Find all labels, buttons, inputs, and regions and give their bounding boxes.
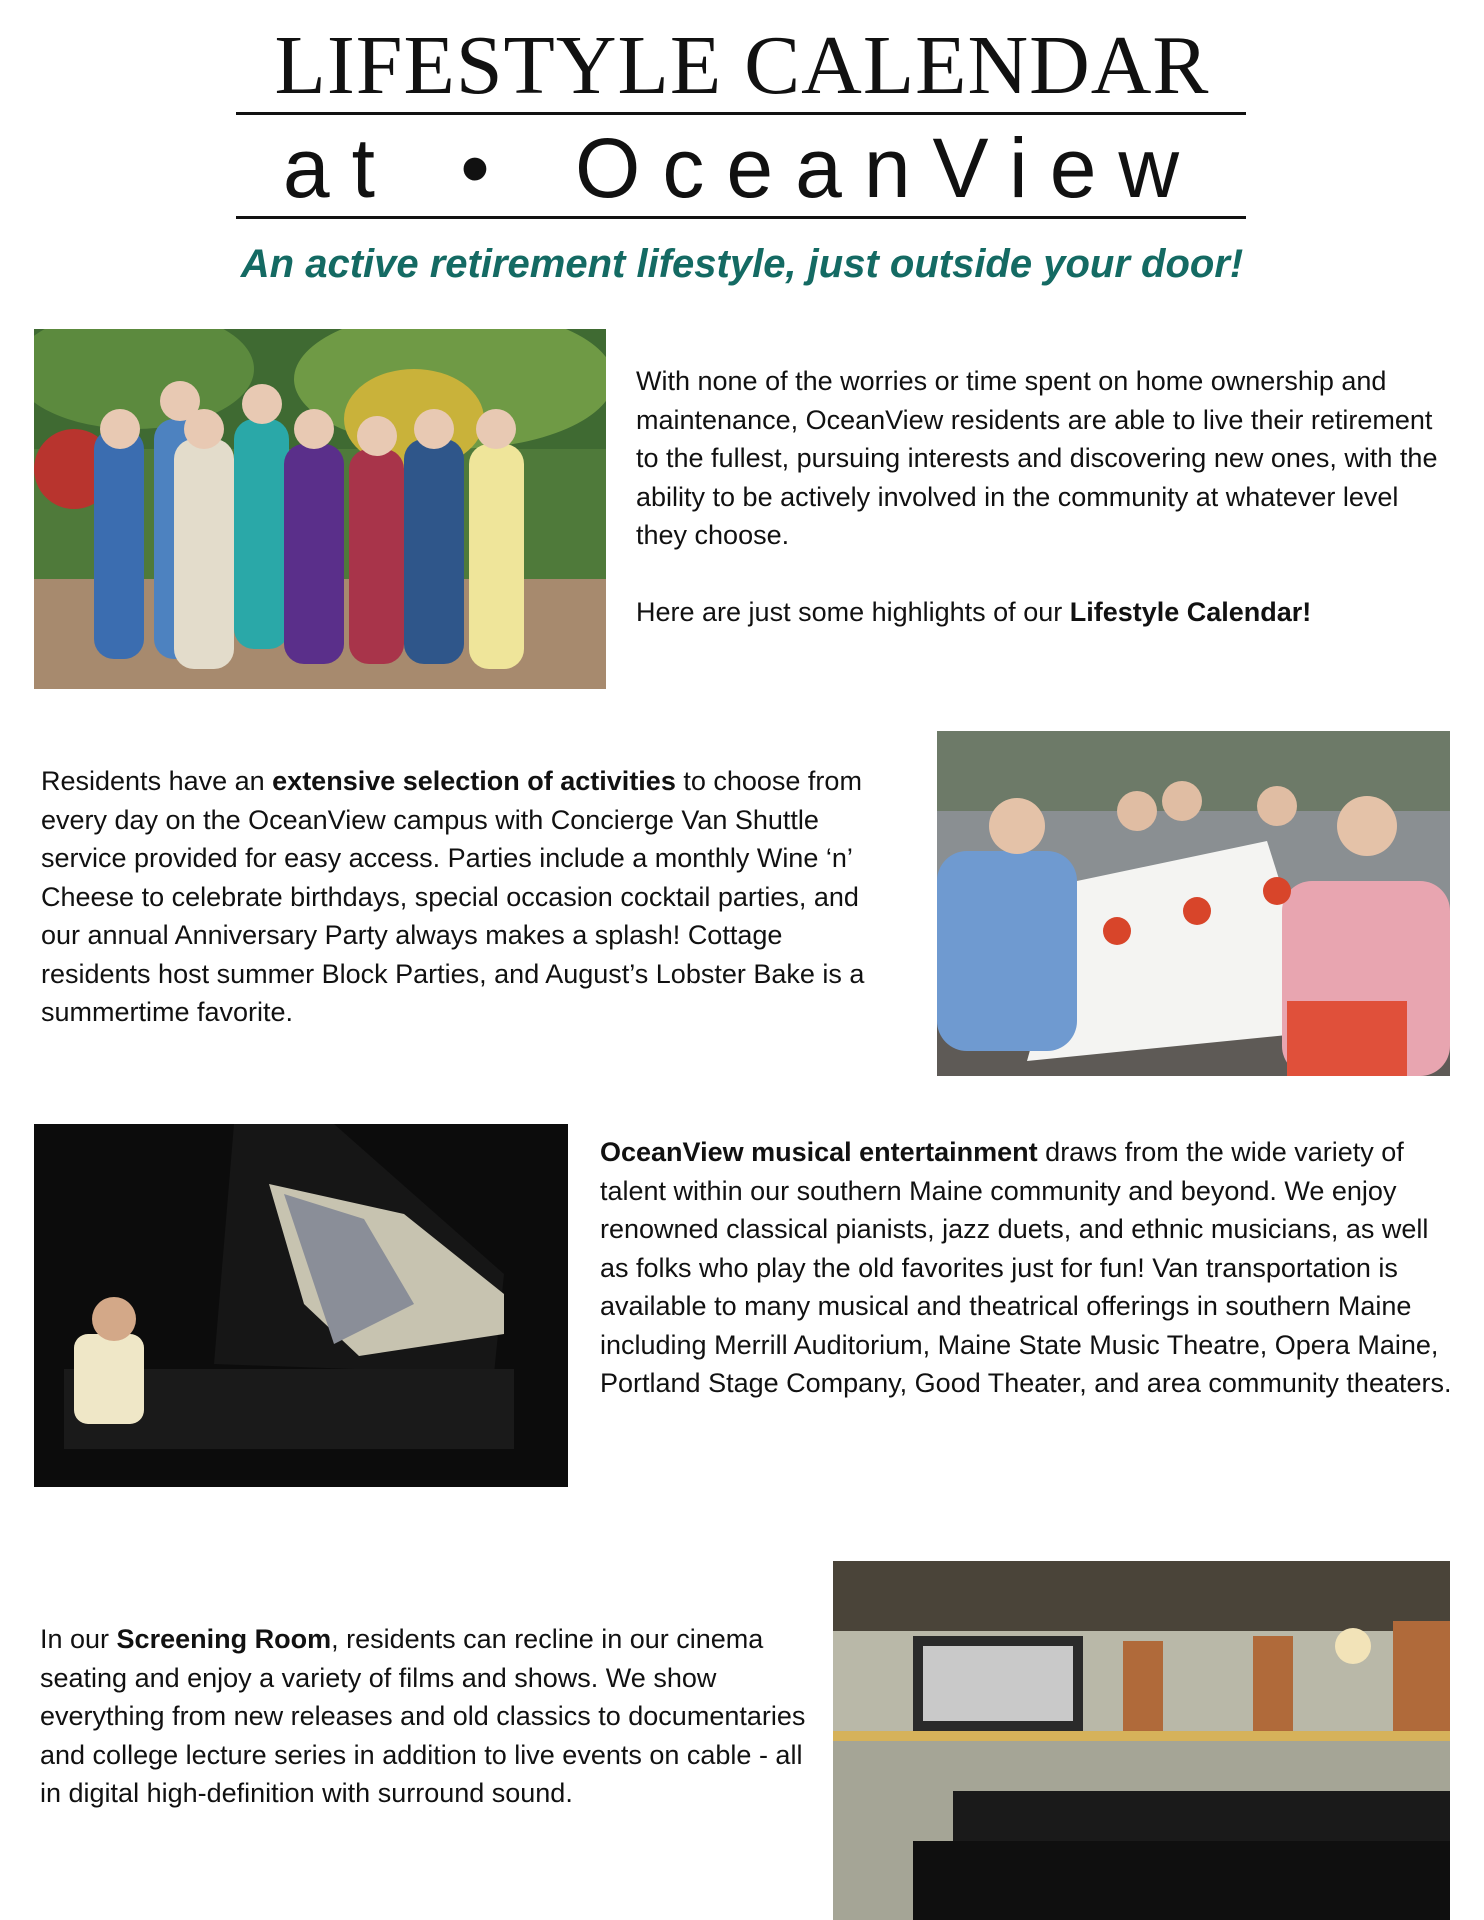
intro-highlights-bold: Lifestyle Calendar! (1069, 596, 1312, 627)
page-subtitle: at • OceanView (282, 121, 1202, 215)
activities-prefix: Residents have an (41, 766, 273, 796)
intro-text (636, 362, 1456, 631)
piano-concert-photo (34, 1124, 568, 1487)
title-divider-bottom (236, 216, 1246, 219)
intro-highlights-text: Here are just some highlights of our (636, 596, 1070, 627)
activities-bold: extensive selection of activities (272, 766, 676, 796)
activities-text (41, 762, 891, 1032)
intro-paragraph: With none of the worries or time spent on home ownership and maintenance, OceanView residents are able to live their retirement to the fullest, pursuing interests and discovering new ones, with the ability to be actively involved in the community at whatever level they choose. (636, 366, 1438, 550)
tagline: An active retirement lifestyle, just outside your door! (240, 242, 1244, 286)
activities-rest: to choose from every day on the OceanView campus with Concierge Van Shuttle service provided for easy access. Parties include a monthly Wine ‘n’ Cheese to celebrate birthdays, special occasion cocktail parties, and our annual Anniversary Party always makes a splash! Cottage residents host summer Block Parties, and August’s Lobster Bake is a summertime favorite. (41, 766, 865, 1027)
music-rest: draws from the wide variety of talent within our southern Maine community and beyond. We enjoy renowned classical pianists, jazz duets, and ethnic musicians, as well as folks who play the old favorites just for fun! Van transportation is available to many musical and theatrical offerings in southern Maine including Merrill Auditorium, Maine State Music Theatre, Opera Maine, Portland Stage Company, Good Theater, and area community theaters. (600, 1137, 1452, 1398)
screening-room-photo (833, 1561, 1450, 1920)
screening-prefix: In our (40, 1624, 117, 1654)
screening-text (40, 1620, 820, 1813)
residents-group-photo (34, 329, 606, 689)
page-title: LIFESTYLE CALENDAR (274, 19, 1210, 112)
title-divider-top (236, 112, 1246, 115)
music-bold: OceanView musical entertainment (600, 1137, 1038, 1167)
lobster-bake-photo (937, 731, 1450, 1076)
screening-bold: Screening Room (116, 1624, 332, 1654)
music-text (600, 1133, 1460, 1403)
screening-rest: , residents can recline in our cinema seating and enjoy a variety of films and shows. We show everything from new releases and old classics to documentaries and college lecture series in addition to live events on cable - all in digital high-definition with surround sound. (40, 1624, 806, 1808)
intro-highlights (636, 593, 1456, 632)
